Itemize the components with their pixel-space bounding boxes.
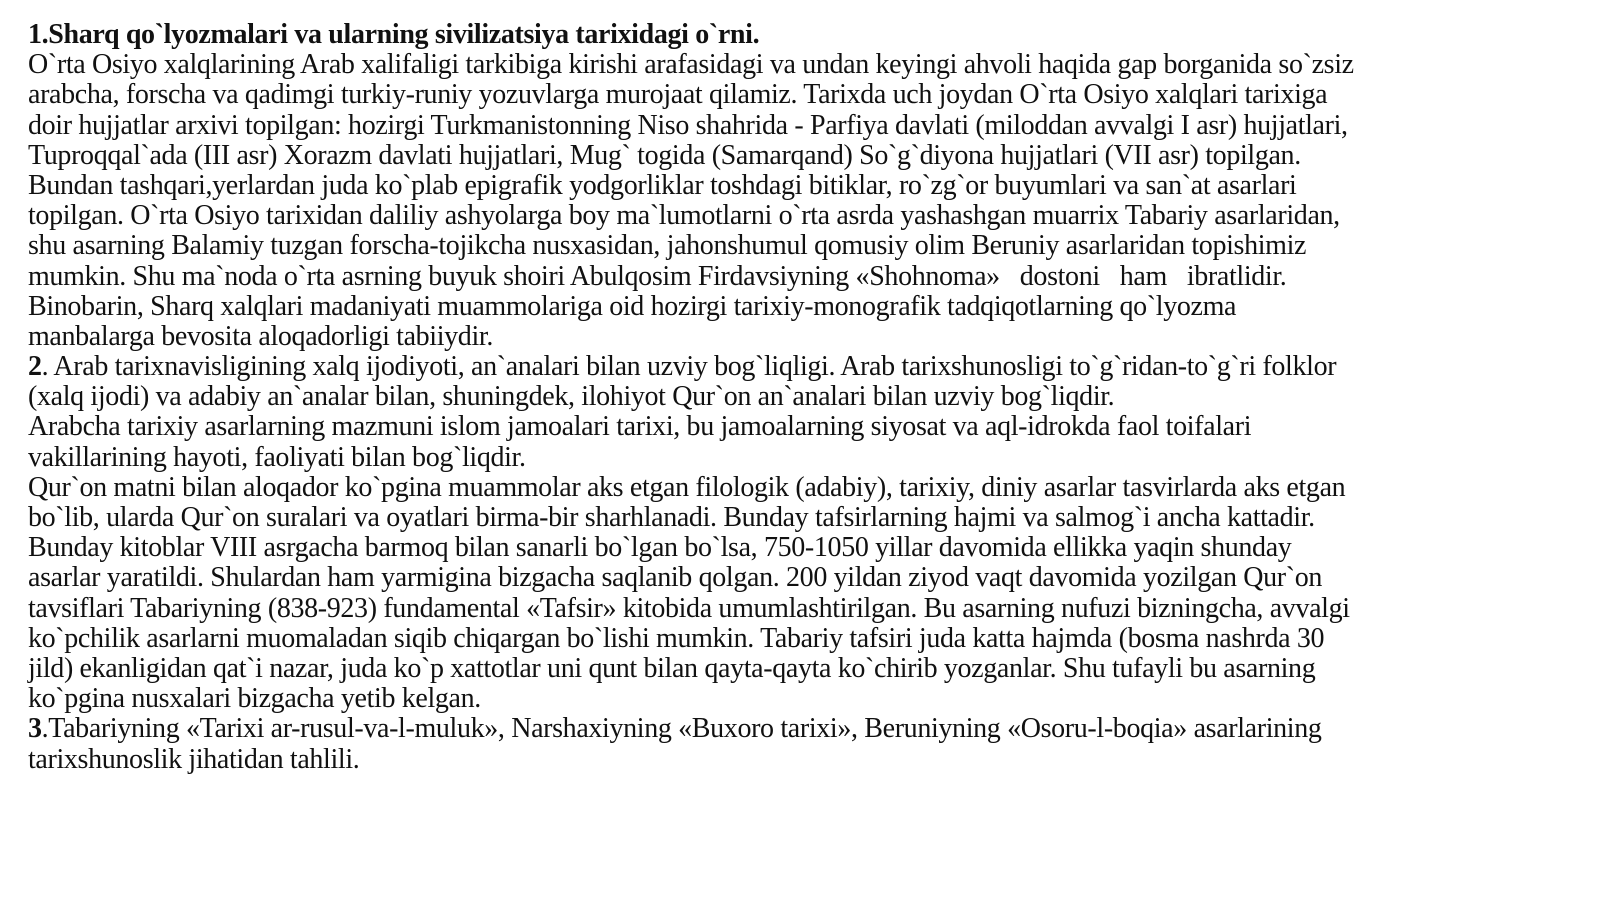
section-1-heading: 1.Sharq qo`lyozmalari va ularning sivilizatsiya tarixidagi o`rni. <box>28 19 760 50</box>
document-body <box>28 20 1588 775</box>
section-2-line: tavsiflari Tabariyning (838-923) fundamental «Tafsir» kitobida umumlashtirilgan. Bu asarning nufuzi bizningcha, avvalgi <box>28 592 1350 624</box>
section-2-line: Bunday kitoblar VIII asrgacha barmoq bilan sanarli bo`lgan bo`lsa, 750-1050 yillar davomida ellikka yaqin shunday <box>28 532 1292 564</box>
section-1-line: arabcha, forscha va qadimgi turkiy-runiy yozuvlarga murojaat qilamiz. Tarixda uch joydan O`rta Osiyo xalqlari tarixiga <box>28 79 1328 111</box>
section-2-first-line <box>28 352 1588 382</box>
section-1-line: topilgan. O`rta Osiyo tarixidan daliliy ashyolarga boy ma`lumotlarni o`rta asrda yashashgan muarrix Tabariy asarlaridan, <box>28 200 1340 232</box>
section-3-number: 3 <box>28 713 42 745</box>
section-1-line: O`rta Osiyo xalqlarining Arab xalifaligi tarkibiga kirishi arafasidagi va undan keyingi ahvoli haqida gap borganida so`zsiz <box>28 49 1354 81</box>
section-1-line: shu asarning Balamiy tuzgan forscha-tojikcha nusxasidan, jahonshumul qomusiy olim Beruniy asarlaridan topishimiz <box>28 230 1307 262</box>
section-1-line: manbalarga bevosita aloqadorligi tabiiydir. <box>28 320 493 352</box>
section-2-line: vakillarining hayoti, faoliyati bilan bog`liqdir. <box>28 441 526 473</box>
section-2-line: ko`pgina nusxalari bizgacha yetib kelgan. <box>28 683 481 715</box>
section-1-line: Binobarin, Sharq xalqlari madaniyati muammolariga oid hozirgi tarixiy-monografik tadqiqotlarning qo`lyozma <box>28 290 1237 322</box>
section-2-line: ko`pchilik asarlarni muomaladan siqib chiqargan bo`lishi mumkin. Tabariy tafsiri juda katta hajmda (bosma nashrda 30 <box>28 622 1325 654</box>
section-1-line: Tuproqqal`ada (III asr) Xorazm davlati hujjatlari, Mug` togida (Samarqand) So`g`diyona hujjatlari (VII asr) topilgan. <box>28 139 1301 171</box>
section-2-line: asarlar yaratildi. Shulardan ham yarmigina bizgacha saqlanib qolgan. 200 yildan ziyod vaqt davomida yozilgan Qur`on <box>28 562 1323 594</box>
section-2-line: (xalq ijodi) va adabiy an`analar bilan, shuningdek, ilohiyot Qur`on an`analari bilan uzviy bog`liqdir. <box>28 381 1115 413</box>
section-2-line: jild) ekanligidan qat`i nazar, juda ko`p xattotlar uni qunt bilan qayta-qayta ko`chirib yozganlar. Shu tufayli bu asarning <box>28 652 1316 684</box>
section-2-line: Arabcha tarixiy asarlarning mazmuni islom jamoalari tarixi, bu jamoalarning siyosat va aql-idrokda faol toifalari <box>28 411 1252 443</box>
section-3-first-line <box>28 714 1588 744</box>
section-2-line: bo`lib, ularda Qur`on suralari va oyatlari birma-bir sharhlanadi. Bunday tafsirlarning hajmi va salmog`i ancha kattadir. <box>28 502 1315 533</box>
section-2-number: 2 <box>28 351 42 383</box>
section-3-heading-text: .Tabariyning «Tarixi ar-rusul-va-l-muluk», Narshaxiyning «Buxoro tarixi», Beruniyning «Osoru-l-boqia» asarlarining <box>41 713 1322 745</box>
section-2-heading-text: . Arab tarixnavisligining xalq ijodiyoti, an`analari bilan uzviy bog`liqligi. Arab tarixshunosligi to`g`ridan-to`g`ri folklor <box>41 351 1337 383</box>
section-1-line: doir hujjatlar arxivi topilgan: hozirgi Turkmanistonning Niso shahrida - Parfiya davlati (miloddan avvalgi I asr) hujjatlari, <box>28 109 1348 141</box>
section-2-line: Qur`on matni bilan aloqador ko`pgina muammolar aks etgan filologik (adabiy), tarixiy, diniy asarlar tasvirlarda aks etgan <box>28 471 1346 503</box>
section-1-line: mumkin. Shu ma`noda o`rta asrning buyuk shoiri Abulqosim Firdavsiyning «Shohnoma» dostoni ham ibratlidir. <box>28 260 1287 292</box>
section-1-line: Bundan tashqari,yerlardan juda ko`plab epigrafik yodgorliklar toshdagi bitiklar, ro`zg`or buyumlari va san`at asarlari <box>28 169 1297 201</box>
section-3-line: tarixshunoslik jihatidan tahlili. <box>28 743 360 775</box>
